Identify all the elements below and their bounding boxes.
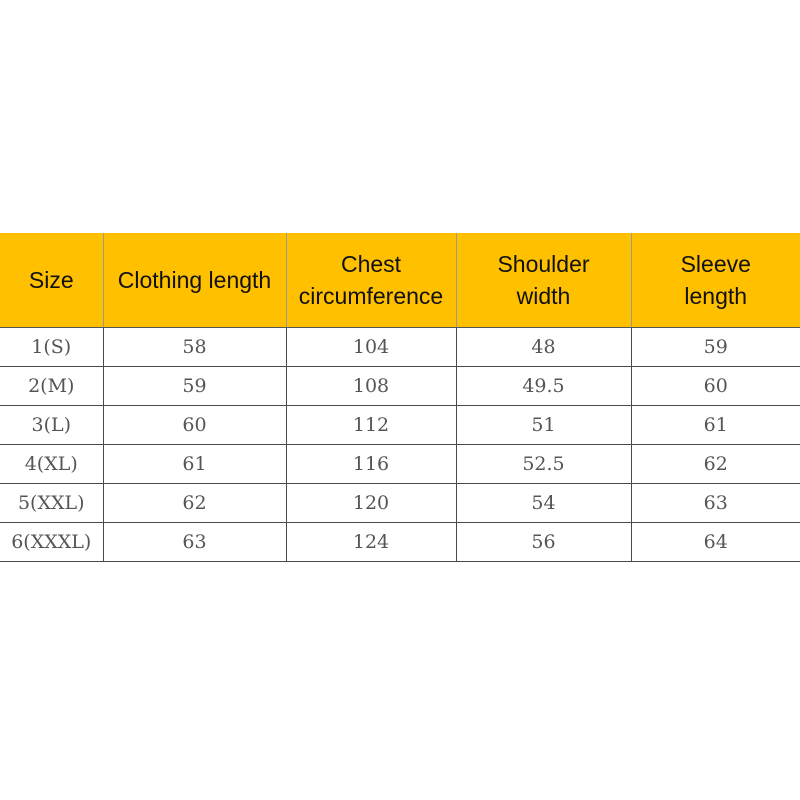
sleeve-length-cell: 59 xyxy=(631,327,800,366)
sleeve-length-cell: 64 xyxy=(631,522,800,561)
size-cell: 3(L) xyxy=(0,405,103,444)
header-sleeve-length xyxy=(631,233,800,327)
table-row xyxy=(0,444,800,483)
header-line: Size xyxy=(28,266,74,293)
shoulder-width-cell: 51 xyxy=(456,405,631,444)
header-clothing-length xyxy=(103,233,286,327)
chest-circumference-cell: 108 xyxy=(286,366,456,405)
header-shoulder-width xyxy=(456,233,631,327)
size-cell: 4(XL) xyxy=(0,444,103,483)
clothing-length-cell: 58 xyxy=(103,327,286,366)
size-cell: 2(M) xyxy=(0,366,103,405)
size-cell: 1(S) xyxy=(0,327,103,366)
clothing-length-cell: 62 xyxy=(103,483,286,522)
header-line: Clothing length xyxy=(117,266,272,293)
shoulder-width-cell: 54 xyxy=(456,483,631,522)
header-line: Sleeve xyxy=(680,250,751,277)
sleeve-length-cell: 62 xyxy=(631,444,800,483)
clothing-length-cell: 59 xyxy=(103,366,286,405)
header-chest-circumference xyxy=(286,233,456,327)
chest-circumference-cell: 116 xyxy=(286,444,456,483)
shoulder-width-cell: 56 xyxy=(456,522,631,561)
size-chart-table xyxy=(0,233,800,562)
chest-circumference-cell: 112 xyxy=(286,405,456,444)
clothing-length-cell: 63 xyxy=(103,522,286,561)
sleeve-length-cell: 60 xyxy=(631,366,800,405)
clothing-length-cell: 61 xyxy=(103,444,286,483)
shoulder-width-cell: 48 xyxy=(456,327,631,366)
shoulder-width-cell: 49.5 xyxy=(456,366,631,405)
table-row xyxy=(0,522,800,561)
chest-circumference-cell: 104 xyxy=(286,327,456,366)
clothing-length-cell: 60 xyxy=(103,405,286,444)
header-line: length xyxy=(684,282,748,309)
table-row xyxy=(0,327,800,366)
header-line: Chest xyxy=(340,250,402,277)
header-row xyxy=(0,233,800,327)
size-cell: 6(XXXL) xyxy=(0,522,103,561)
sleeve-length-cell: 63 xyxy=(631,483,800,522)
header-line: width xyxy=(516,282,571,309)
chest-circumference-cell: 120 xyxy=(286,483,456,522)
header-line: Shoulder xyxy=(497,250,590,277)
sleeve-length-cell: 61 xyxy=(631,405,800,444)
header-size xyxy=(0,233,103,327)
shoulder-width-cell: 52.5 xyxy=(456,444,631,483)
header-line: circumference xyxy=(298,282,444,309)
size-cell: 5(XXL) xyxy=(0,483,103,522)
table-row xyxy=(0,483,800,522)
table-row xyxy=(0,366,800,405)
table-row xyxy=(0,405,800,444)
chest-circumference-cell: 124 xyxy=(286,522,456,561)
